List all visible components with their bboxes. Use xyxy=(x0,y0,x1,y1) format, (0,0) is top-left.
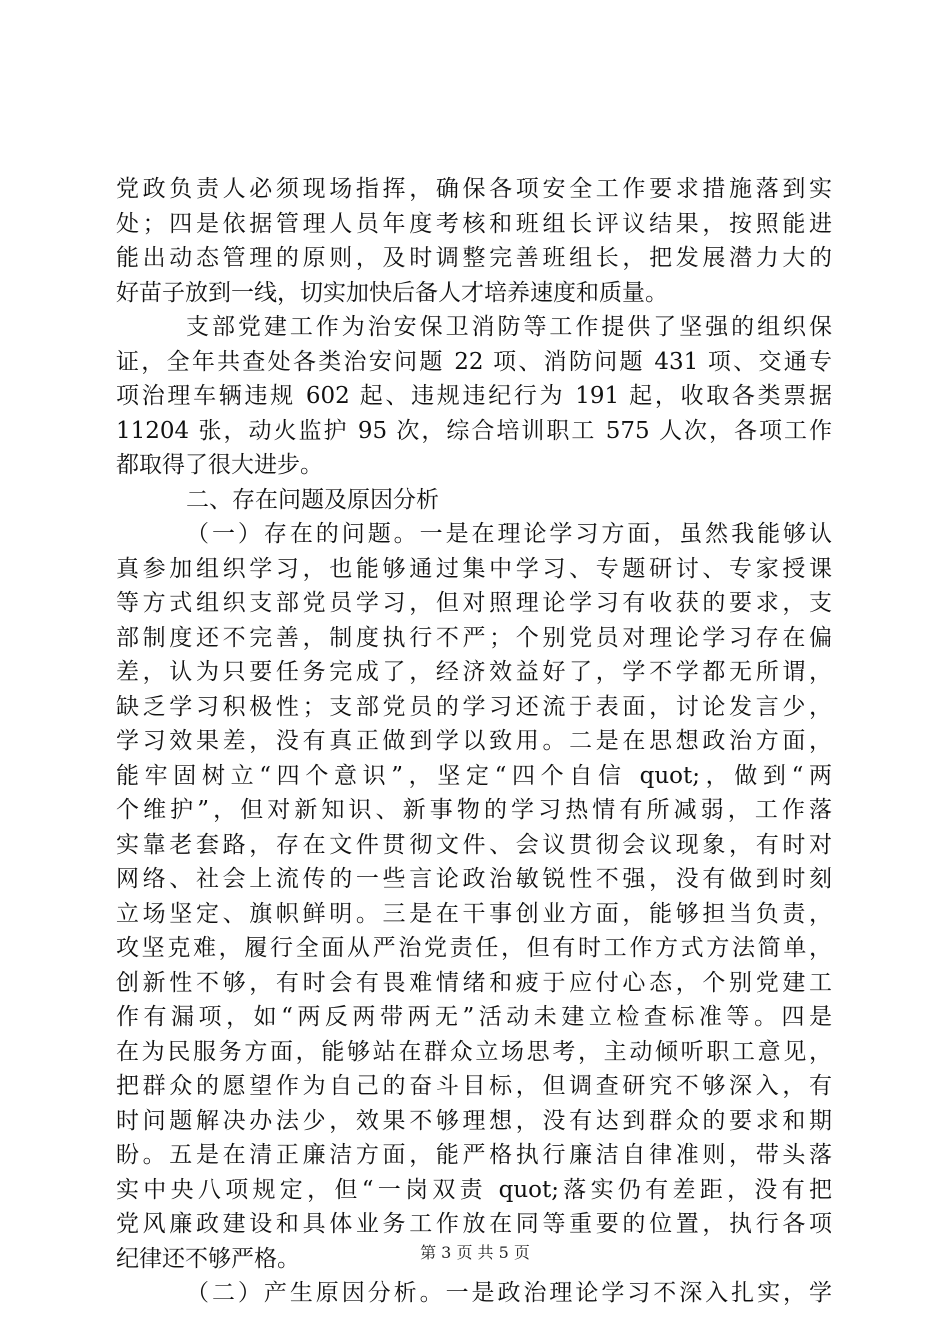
text-line: 好苗子放到一线，切实加快后备人才培养速度和质量。 xyxy=(116,279,668,306)
text-line: 党风廉政建设和具体业务工作放在同等重要的位置，执行各项 xyxy=(116,1211,832,1237)
text-line: 证，全年共查处各类治安问题 22 项、消防问题 431 项、交通专 xyxy=(116,348,832,375)
text-line: 都取得了很大进步。 xyxy=(116,452,323,478)
text-line: 学习效果差，没有真正做到学以致用。二是在思想政治方面， xyxy=(116,728,832,754)
text-line: 等方式组织支部党员学习，但对照理论学习有收获的要求，支 xyxy=(116,590,832,616)
text-line: 立场坚定、旗帜鲜明。三是在干事创业方面，能够担当负责， xyxy=(116,900,832,927)
text-line: 党政负责人必须现场指挥，确保各项安全工作要求措施落到实 xyxy=(116,176,832,202)
text-line: （二）产生原因分析。一是政治理论学习不深入扎实，学 xyxy=(186,1280,832,1306)
text-line: 实中央八项规定，但“一岗双责 quot;落实仍有差距，没有把 xyxy=(116,1176,832,1203)
text-line: 项治理车辆违规 602 起、违规违纪行为 191 起，收取各类票据 xyxy=(116,383,832,409)
text-line: 处；四是依据管理人员年度考核和班组长评议结果，按照能进 xyxy=(116,210,832,237)
text-line: 作有漏项，如“两反两带两无”活动未建立检查标准等。四是 xyxy=(116,1004,832,1030)
text-line: 能牢固树立“四个意识”，坚定“四个自信 quot;，做到“两 xyxy=(116,762,832,789)
text-line: 网络、社会上流传的一些言论政治敏锐性不强，没有做到时刻 xyxy=(116,866,832,892)
text-line: 二、存在问题及原因分析 xyxy=(186,486,439,513)
text-line: 个维护”，但对新知识、新事物的学习热情有所减弱，工作落 xyxy=(116,797,832,823)
page-footer: 第 3 页 共 5 页 xyxy=(420,1243,530,1262)
text-line: 在为民服务方面，能够站在群众立场思考，主动倾听职工意见， xyxy=(116,1038,832,1065)
text-line: 纪律还不够严格。 xyxy=(116,1245,300,1272)
text-line: 盼。五是在清正廉洁方面，能严格执行廉洁自律准则，带头落 xyxy=(116,1142,832,1168)
text-line: 真参加组织学习，也能够通过集中学习、专题研讨、专家授课 xyxy=(116,555,832,582)
text-line: 11204 张，动火监护 95 次，综合培训职工 575 人次，各项工作 xyxy=(116,417,832,444)
text-line: 缺乏学习积极性；支部党员的学习还流于表面，讨论发言少， xyxy=(116,693,832,720)
body-text xyxy=(116,172,832,1311)
text-line: 时问题解决办法少，效果不够理想，没有达到群众的要求和期 xyxy=(116,1107,832,1134)
text-line: 攻坚克难，履行全面从严治党责任，但有时工作方式方法简单， xyxy=(116,935,832,961)
text-line: 创新性不够，有时会有畏难情绪和疲于应付心态，个别党建工 xyxy=(116,969,832,996)
text-line: 能出动态管理的原则，及时调整完善班组长，把发展潜力大的 xyxy=(116,245,832,271)
text-line: （一）存在的问题。一是在理论学习方面，虽然我能够认 xyxy=(186,521,832,547)
text-line: 差，认为只要任务完成了，经济效益好了，学不学都无所谓， xyxy=(116,659,832,685)
text-line: 实靠老套路，存在文件贯彻文件、会议贯彻会议现象，有时对 xyxy=(116,831,832,858)
text-line: 把群众的愿望作为自己的奋斗目标，但调查研究不够深入，有 xyxy=(116,1073,832,1099)
text-line: 部制度还不完善，制度执行不严；个别党员对理论学习存在偏 xyxy=(116,624,832,651)
text-line: 支部党建工作为治安保卫消防等工作提供了坚强的组织保 xyxy=(186,314,832,340)
